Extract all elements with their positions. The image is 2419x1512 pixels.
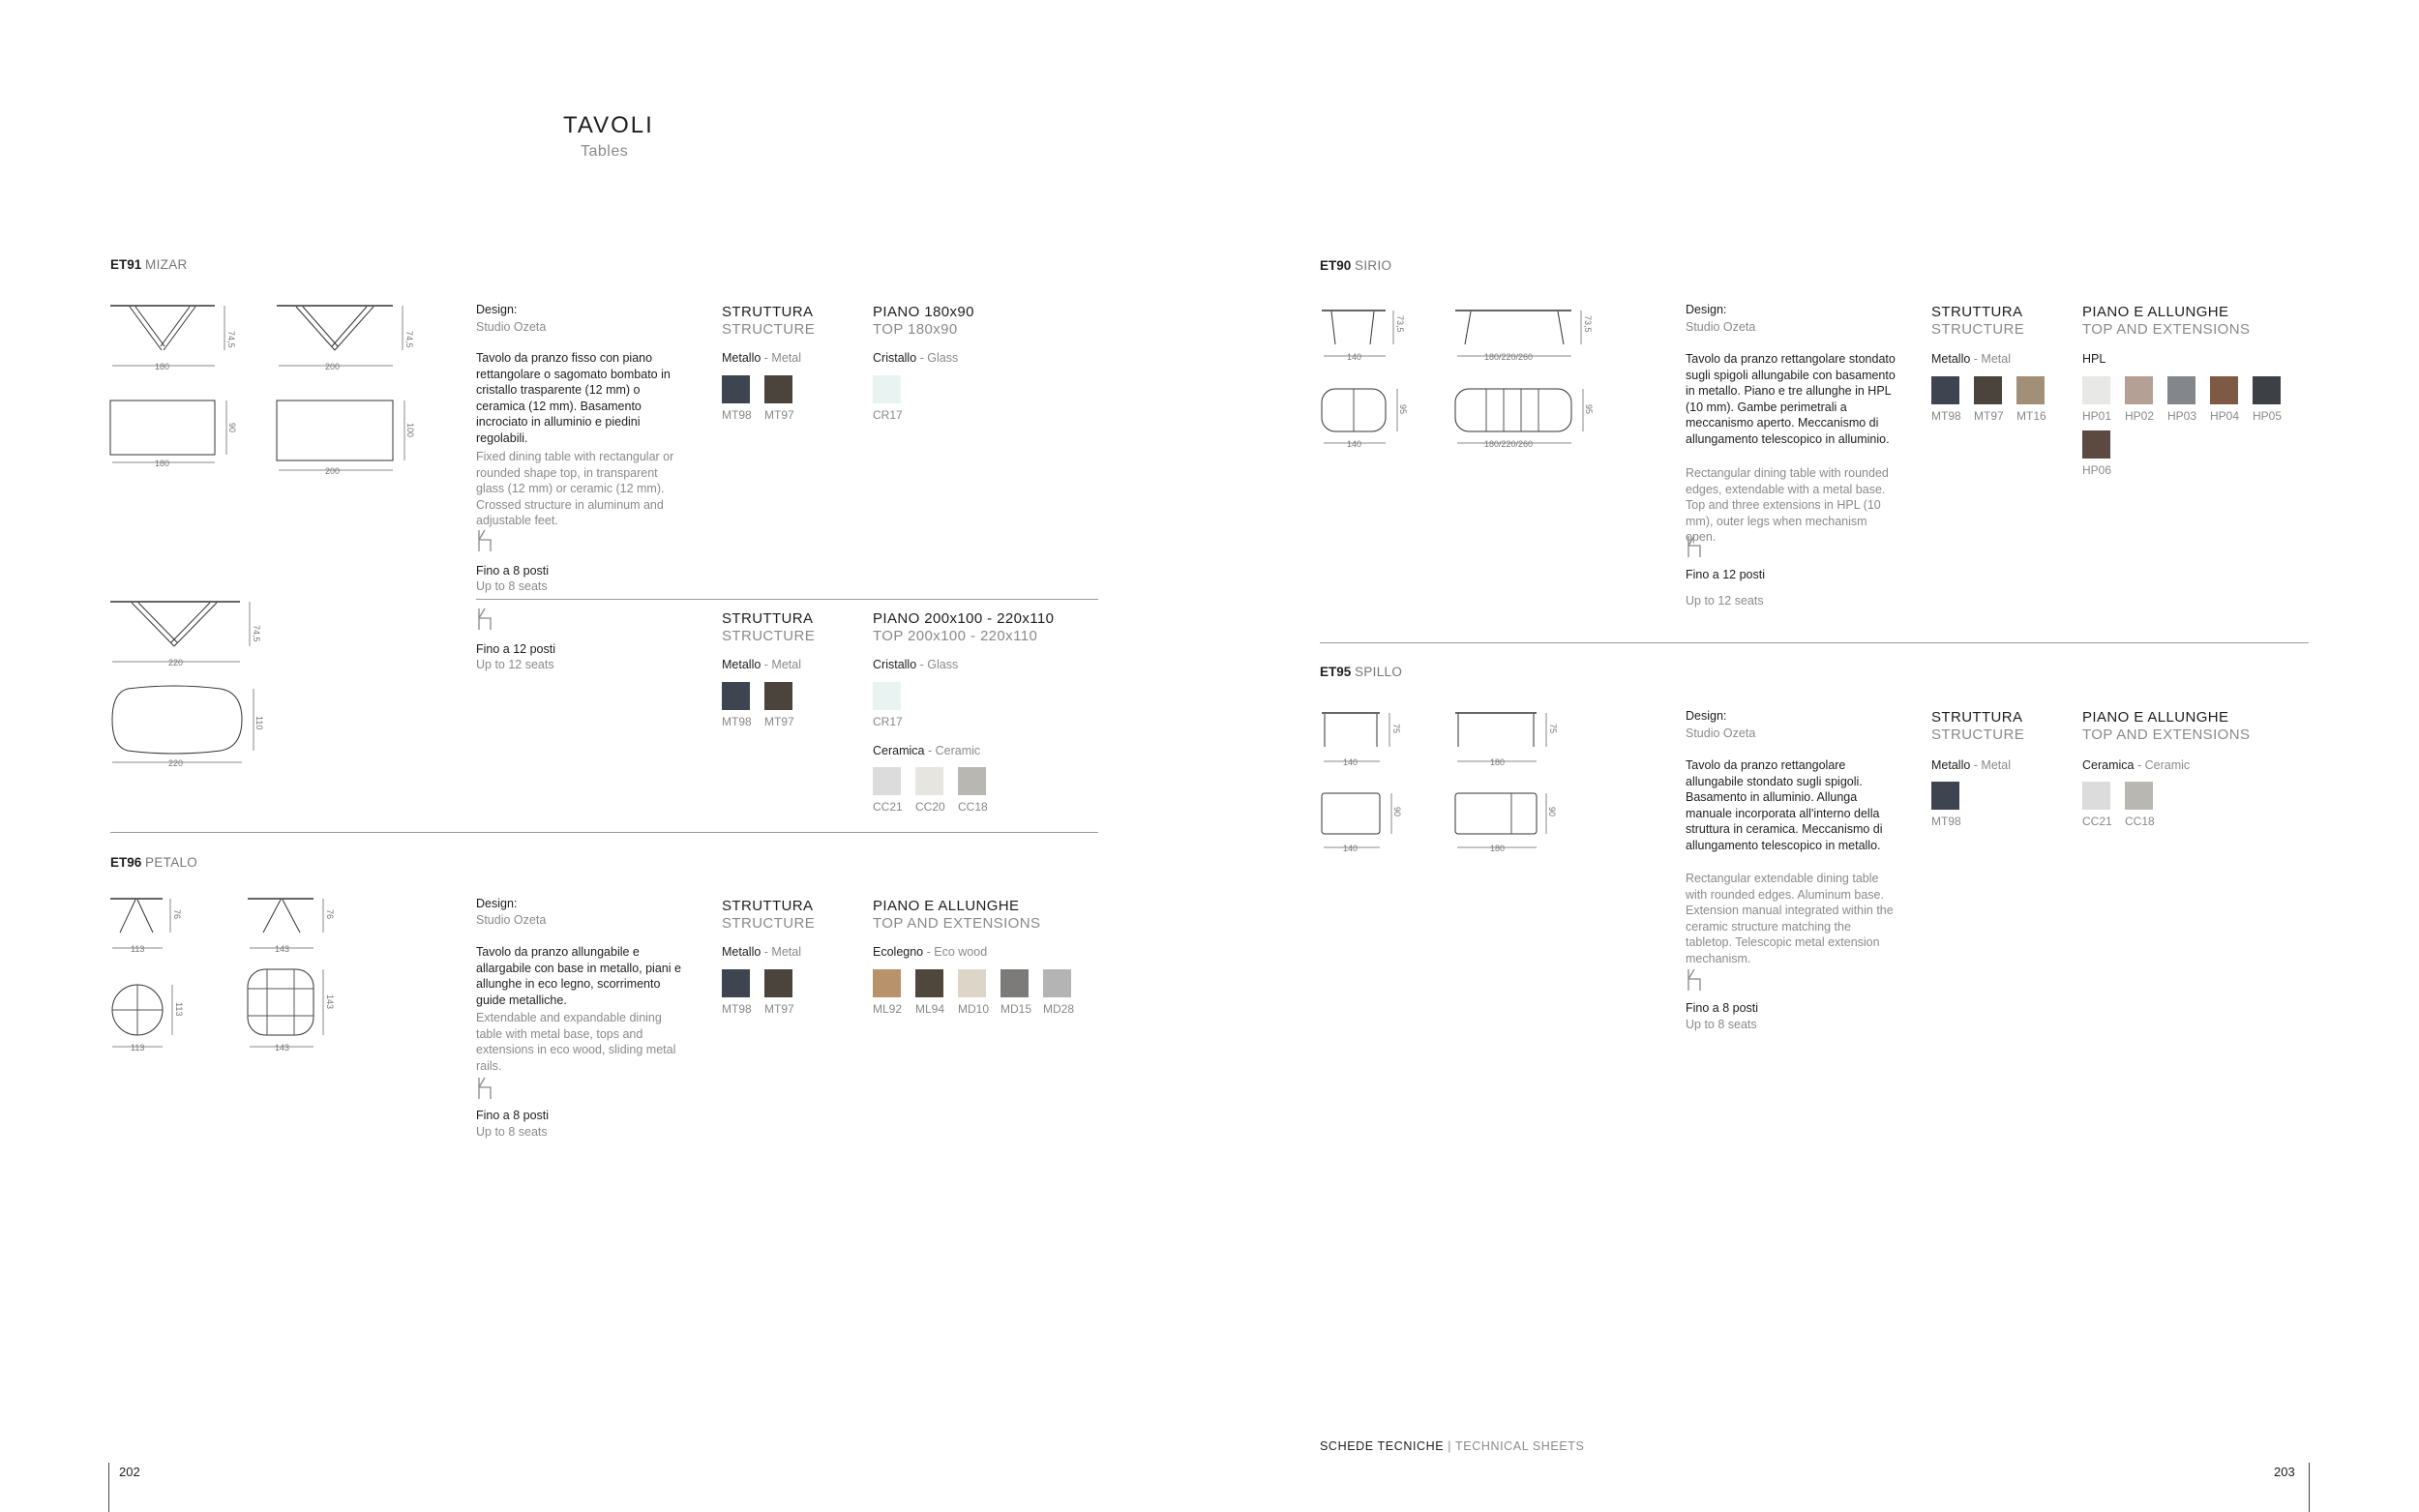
swatch-label: ML94 [915,1002,945,1016]
product-heading-et91 [110,257,188,272]
swatch-hp04[interactable] [2210,376,2238,404]
swatch-label: CC21 [2082,815,2112,828]
chair-icon [1686,534,1705,559]
dim-height: 76 [172,909,182,920]
dim-width: 113 [131,1043,145,1052]
sirio-top-drawing-ext [1453,387,1598,450]
material-label: Ecolegno - Eco wood [873,945,988,959]
material-label: Metallo - Metal [1931,352,2011,366]
swatch-md28[interactable] [1043,969,1071,997]
dim-height: 74,5 [252,625,261,642]
top-title: PIANO 200x100 - 220x110 [873,610,1055,627]
page-number-left: 202 [119,1465,140,1479]
swatch-mt98[interactable] [1931,782,1959,810]
top-title: PIANO E ALLUNGHE [873,898,1020,914]
swatch-label: CC21 [873,800,903,814]
chair-icon [476,528,495,553]
material-label: Ceramica - Ceramic [2082,758,2191,772]
seats-it: Fino a 12 posti [1686,568,1765,581]
swatch-label: MT98 [722,715,752,728]
structure-title-en: STRUCTURE [722,915,816,932]
swatch-mt97[interactable] [764,682,792,710]
chair-icon [1686,967,1705,993]
swatch-label: MD28 [1043,1002,1075,1016]
swatch-ml94[interactable] [915,969,943,997]
petalo-side-drawing-143 [246,896,343,954]
swatch-cc21[interactable] [2082,782,2110,810]
top-title-en: TOP AND EXTENSIONS [2082,321,2251,338]
dim-depth: 95 [1398,404,1408,415]
dim-width: 180 [1490,844,1506,853]
swatch-hp05[interactable] [2253,376,2281,404]
seats-en: Up to 8 seats [1686,1018,1757,1031]
swatch-label: MT97 [764,1002,794,1016]
seats-it: Fino a 8 posti [476,564,550,578]
spillo-top-drawing-140 [1320,791,1407,854]
swatch-ml92[interactable] [873,969,901,997]
petalo-top-drawing-113 [108,983,186,1051]
top-title-en: TOP AND EXTENSIONS [873,915,1041,932]
material-label: HPL [2082,352,2106,366]
divider [1320,642,2309,643]
swatch-label: MT97 [764,408,794,422]
top-title: PIANO E ALLUNGHE [2082,709,2229,726]
dim-width: 180 [155,362,170,371]
structure-title: STRUTTURA [722,304,814,320]
swatch-hp01[interactable] [2082,376,2110,404]
structure-title: STRUTTURA [1931,304,2023,320]
dim-height: 76 [325,909,335,920]
dim-width: 143 [275,1043,290,1052]
sirio-top-drawing-140 [1320,387,1407,450]
dim-depth: 143 [325,994,335,1010]
page-number-right: 203 [2274,1465,2295,1479]
product-heading-et95 [1320,665,1402,679]
dim-depth: 90 [1392,807,1402,817]
material-label: Cristallo - Glass [873,351,959,365]
page-edge-right [2309,1463,2310,1512]
seats-it: Fino a 8 posti [476,1109,550,1122]
swatch-cc21[interactable] [873,767,901,795]
swatch-cc20[interactable] [915,767,943,795]
product-name: SIRIO [1355,258,1392,273]
footer-section-en: TECHNICAL SHEETS [1455,1439,1585,1453]
dim-width: 200 [325,362,341,371]
structure-title: STRUTTURA [1931,709,2023,726]
swatch-md15[interactable] [1000,969,1029,997]
seats-en: Up to 12 seats [476,658,554,671]
product-code: ET90 [1320,258,1352,273]
footer-section: SCHEDE TECNICHE | TECHNICAL SHEETS [1320,1439,1585,1453]
material-label: Metallo - Metal [1931,758,2011,772]
material-label: Metallo - Metal [722,945,801,959]
dim-depth: 90 [227,423,237,433]
dim-width: 220 [168,758,184,768]
structure-title-en: STRUCTURE [1931,321,2025,338]
swatch-label: MT98 [1931,815,1961,828]
product-code: ET91 [110,257,142,272]
structure-title: STRUTTURA [722,898,814,914]
swatch-hp02[interactable] [2125,376,2153,404]
divider [476,599,1098,600]
swatch-label: MT97 [1974,409,2004,423]
swatch-label: MD10 [958,1002,990,1016]
structure-title: STRUTTURA [722,610,814,627]
dim-height: 75 [1548,724,1558,734]
dim-depth: 90 [1547,807,1557,817]
swatch-mt98[interactable] [722,375,750,403]
swatch-label: HP05 [2253,409,2283,423]
swatch-label: HP03 [2167,409,2197,423]
swatch-cr17[interactable] [873,375,901,403]
top-title: PIANO 180x90 [873,304,974,320]
dim-depth: 100 [405,423,415,438]
description-en: Rectangular extendable dining table with rounded edges. Aluminum base. Extension manual integrated within the ceramic structure matching the tabletop. Telescopic metal extension mechanism. [1686,872,1894,965]
product-name: MIZAR [145,257,188,272]
dim-width: 143 [275,944,290,954]
product-name: PETALO [145,855,198,870]
swatch-md10[interactable] [958,969,986,997]
description-en: Extendable and expandable dining table with metal base, tops and extensions in eco wood, sliding metal rails. [476,1011,676,1073]
swatch-label: HP06 [2082,463,2112,477]
dim-depth: 113 [174,1002,184,1017]
dim-depth: 95 [1584,404,1594,415]
sirio-side-drawing-140 [1320,308,1407,366]
swatch-label: MT98 [722,408,752,422]
designer-name: Studio Ozeta [1686,726,1756,740]
sirio-side-drawing-ext [1453,308,1598,366]
swatch-label: MT97 [764,715,794,728]
description-en: Fixed dining table with rectangular or rounded shape top, in transparent glass (12 mm) or ceramic (12 mm). Crossed structure in aluminum and adjustable feet. [476,450,674,527]
mizar-side-drawing-220 [108,598,263,670]
dim-width: 140 [1347,352,1362,362]
swatch-label: CC20 [915,800,945,814]
seats-it: Fino a 8 posti [1686,1001,1759,1015]
material-label: Cristallo - Glass [873,658,959,671]
swatch-label: MD15 [1000,1002,1032,1016]
mizar-side-drawing-180 [108,302,244,374]
mizar-top-drawing-180 [108,399,244,471]
swatch-label: HP02 [2125,409,2155,423]
petalo-top-drawing-143 [246,967,343,1054]
material-label: Metallo - Metal [722,658,801,671]
spillo-side-drawing-140 [1320,710,1407,768]
swatch-label: CR17 [873,715,903,728]
swatch-label: MT16 [2016,409,2046,423]
product-heading-et96 [110,855,197,870]
description-en: Rectangular dining table with rounded edges, extendable with a metal base. Top and three extensions in HPL (10 mm), outer legs when mechanism open. [1686,466,1889,544]
product-code: ET96 [110,855,142,870]
description-it: Tavolo da pranzo allungabile e allargabile con base in metallo, piani e allunghe in eco legno, scorrimento guide metalliche. [476,945,681,1007]
swatch-cc18[interactable] [2125,782,2153,810]
material-label: Metallo - Metal [722,351,801,365]
top-title-en: TOP 200x100 - 220x110 [873,628,1038,644]
petalo-side-drawing-113 [108,896,186,954]
seats-it: Fino a 12 posti [476,642,555,656]
seats-en: Up to 8 seats [476,1125,548,1139]
product-code: ET95 [1320,665,1352,679]
dim-width: 180 [1490,757,1506,767]
swatch-label: HP04 [2210,409,2240,423]
swatch-hp06[interactable] [2082,430,2110,459]
mizar-top-drawing-200 [275,399,420,476]
chair-icon [476,1076,495,1101]
catalog-title: TAVOLI [563,112,654,138]
mizar-side-drawing-200 [275,302,420,374]
description-it: Tavolo da pranzo fisso con piano rettangolare o sagomato bombato in cristallo trasparente (12 mm) o ceramica (12 mm). Basamento incrociato in alluminio e piedini regolabili. [476,351,671,445]
material-label: Ceramica - Ceramic [873,744,981,757]
swatch-cc18[interactable] [958,767,986,795]
swatch-mt16[interactable] [2016,376,2045,404]
dim-depth: 110 [254,716,264,730]
chair-icon [476,607,495,632]
design-label: Design: [1686,303,1727,316]
swatch-hp03[interactable] [2167,376,2195,404]
structure-title-en: STRUCTURE [722,628,816,644]
seats-en: Up to 8 seats [476,579,548,593]
dim-height: 73,5 [1583,315,1593,333]
dim-width: 140 [1343,757,1359,767]
swatch-mt98[interactable] [1931,376,1959,404]
dim-width: 180/220/260 [1484,439,1534,449]
designer-name: Studio Ozeta [476,913,547,927]
swatch-mt98[interactable] [722,969,750,997]
structure-title-en: STRUCTURE [722,321,816,338]
footer-section-it: SCHEDE TECNICHE [1320,1439,1445,1453]
mizar-top-drawing-220 [108,685,263,772]
description-it: Tavolo da pranzo rettangolare stondato sugli spigoli allungabile con basamento in metallo. Piano e tre allunghe in HPL (10 mm). Gambe perimetrali a meccanismo aperto. Meccanismo di allungamento telescopico in alluminio. [1686,352,1896,446]
page-edge-left [108,1463,109,1512]
swatch-mt98[interactable] [722,682,750,710]
swatch-label: CC18 [2125,815,2155,828]
dim-height: 74,5 [404,331,414,348]
dim-width: 140 [1343,844,1359,853]
swatch-cr17[interactable] [873,682,901,710]
dim-width: 180 [155,459,170,468]
dim-height: 74,5 [226,331,236,348]
product-name: SPILLO [1355,665,1403,679]
swatch-label: HP01 [2082,409,2112,423]
swatch-label: ML92 [873,1002,903,1016]
top-title: PIANO E ALLUNGHE [2082,304,2229,320]
dim-width: 220 [168,658,184,667]
swatch-label: MT98 [722,1002,752,1016]
description-it: Tavolo da pranzo rettangolare allungabile stondato sugli spigoli. Basamento in alluminio. Allunga manuale incorporata all'interno della struttura in ceramica. Meccanismo di allungamento telescopico in metallo. [1686,758,1883,852]
catalog-subtitle: Tables [581,143,629,160]
design-label: Design: [476,303,518,316]
top-title-en: TOP 180x90 [873,321,958,338]
swatch-mt97[interactable] [764,969,792,997]
seats-en: Up to 12 seats [1686,594,1764,608]
dim-height: 73,5 [1395,315,1405,333]
designer-name: Studio Ozeta [476,320,547,334]
dim-width: 113 [131,944,145,954]
swatch-mt97[interactable] [764,375,792,403]
top-title-en: TOP AND EXTENSIONS [2082,726,2251,743]
swatch-label: CC18 [958,800,988,814]
design-label: Design: [1686,709,1727,723]
spillo-side-drawing-180 [1453,710,1560,768]
swatch-label: MT98 [1931,409,1961,423]
swatch-label: CR17 [873,408,903,422]
designer-name: Studio Ozeta [1686,320,1756,334]
structure-title-en: STRUCTURE [1931,726,2025,743]
divider [110,832,1098,833]
swatch-mt97[interactable] [1974,376,2002,404]
spillo-top-drawing-180 [1453,791,1560,854]
dim-width: 140 [1347,439,1362,449]
dim-width: 200 [325,466,341,476]
design-label: Design: [476,897,518,910]
product-heading-et90 [1320,258,1391,273]
dim-height: 75 [1391,724,1401,734]
dim-width: 180/220/260 [1484,352,1534,362]
